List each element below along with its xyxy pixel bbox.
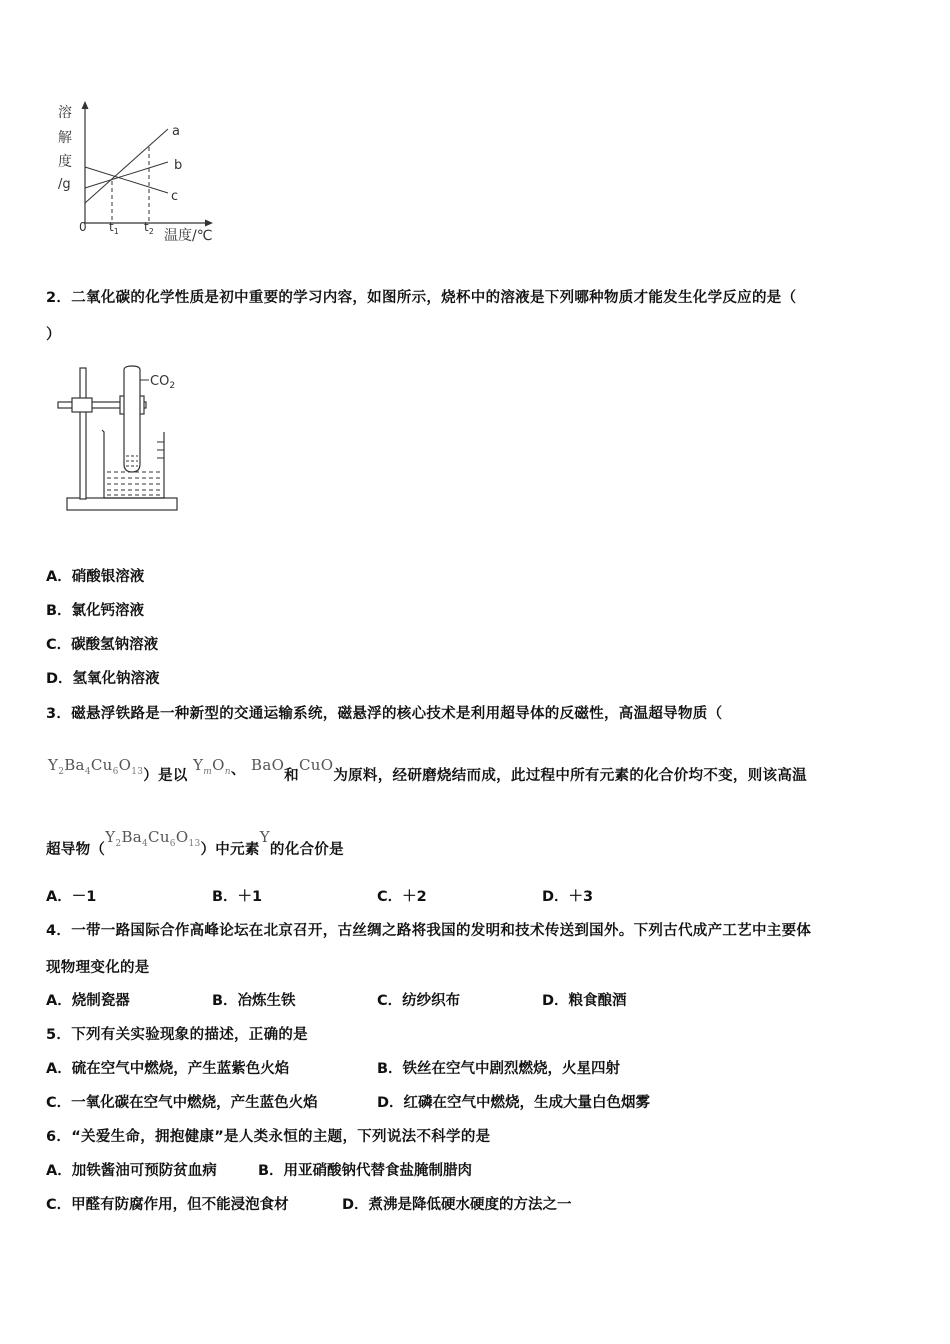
q6-option-c[interactable]: C．甲醛有防腐作用，但不能浸泡食材 [46, 1197, 289, 1213]
q5-option-b[interactable]: B．铁丝在空气中剧烈燃烧，火星四射 [377, 1061, 621, 1077]
q6-option-d[interactable]: D．煮沸是降低硬水硬度的方法之一 [342, 1197, 572, 1213]
co2-label: $CO_2$ [150, 374, 176, 391]
ylabel-char-4: /g [58, 177, 71, 192]
q3-option-b[interactable]: B．＋1 [212, 889, 263, 905]
q2-option-c[interactable]: C．碳酸氢钠溶液 [46, 637, 159, 653]
ylabel-char-1: 溶 [58, 105, 72, 121]
stand-base [67, 498, 177, 510]
q3-line1: 3．磁悬浮铁路是一种新型的交通运输系统，磁悬浮的核心技术是利用超导体的反磁性，高温超导物质（ [46, 706, 723, 722]
q2-option-a[interactable]: A．硝酸银溶液 [46, 569, 145, 585]
element-y: Y [259, 828, 270, 846]
q4-option-c[interactable]: C．纺纱织布 [377, 993, 461, 1009]
q5-option-c[interactable]: C．一氧化碳在空气中燃烧，产生蓝色火焰 [46, 1095, 318, 1111]
q6-option-b[interactable]: B．用亚硝酸钠代替食盐腌制腊肉 [258, 1163, 473, 1179]
ylabel-char-3: 度 [58, 154, 72, 170]
ylabel-char-2: 解 [58, 130, 72, 146]
x-axis-arrow [205, 220, 213, 227]
q6-line1: 6．“关爱生命，拥抱健康”是人类永恒的主题，下列说法不科学的是 [46, 1129, 491, 1145]
origin-label: 0 [79, 220, 87, 234]
curve-label-a: a [172, 124, 180, 139]
t2-label: $t_2$ [144, 220, 154, 236]
curve-label-b: b [174, 158, 183, 173]
q3-option-d[interactable]: D．＋3 [542, 889, 594, 905]
q2-option-d[interactable]: D．氢氧化钠溶液 [46, 671, 160, 687]
formula-y2ba4cu6o13: $Y_2Ba_4Cu_6O_{13}$ [48, 756, 144, 777]
clamp-knob [72, 398, 92, 412]
q3-option-c[interactable]: C．＋2 [377, 889, 427, 905]
q4-option-b[interactable]: B．冶炼生铁 [212, 993, 296, 1009]
curve-c [85, 167, 168, 193]
q3-line2: $Y_2Ba_4Cu_6O_{13}$）是以 $Y_mO_n$、 BaO和CuO为原料，经研磨烧结而成，此过程中所有元素的化合价均不变，则该高温 [48, 756, 807, 784]
stand-rod [80, 368, 86, 499]
q3-option-a[interactable]: A．－1 [46, 889, 97, 905]
formula-cuo: CuO [298, 756, 334, 774]
q4-line2: 现物理变化的是 [46, 960, 150, 976]
q6-option-a[interactable]: A．加铁酱油可预防贫血病 [46, 1163, 217, 1179]
q4-line1: 4．一带一路国际合作高峰论坛在北京召开，古丝绸之路将我国的发明和技术传送到国外。下列古代成产工艺中主要体 [46, 923, 812, 939]
q5-option-a[interactable]: A．硫在空气中燃烧，产生蓝紫色火焰 [46, 1061, 290, 1077]
beaker-liquid [107, 472, 161, 495]
q2-line2: ） [46, 327, 61, 343]
q5-line1: 5．下列有关实验现象的描述，正确的是 [46, 1027, 308, 1043]
t1-label: $t_1$ [109, 220, 119, 236]
q4-option-d[interactable]: D．粮食酿酒 [542, 993, 627, 1009]
y-axis-arrow [82, 101, 89, 109]
formula-y2ba4cu6o13-2: $Y_2Ba_4Cu_6O_{13}$ [105, 828, 201, 849]
q2-line1: 2．二氧化碳的化学性质是初中重要的学习内容，如图所示，烧杯中的溶液是下列哪种物质才能发生化学反应的是（ [46, 290, 797, 306]
q3-line3: 超导物$(Y_2Ba_4Cu_6O_{13})$中元素Y的化合价是 [46, 828, 344, 858]
formula-bao: BaO [251, 756, 285, 774]
q4-option-a[interactable]: A．烧制瓷器 [46, 993, 130, 1009]
solubility-chart [50, 95, 230, 250]
xlabel: 温度/℃ [164, 228, 213, 244]
q2-option-b[interactable]: B．氯化钙溶液 [46, 603, 145, 619]
curve-label-c: c [171, 189, 179, 204]
formula-ymon: $Y_mO_n$ [193, 756, 231, 777]
co2-apparatus [52, 360, 192, 515]
q5-option-d[interactable]: D．红磷在空气中燃烧，生成大量白色烟雾 [377, 1095, 651, 1111]
